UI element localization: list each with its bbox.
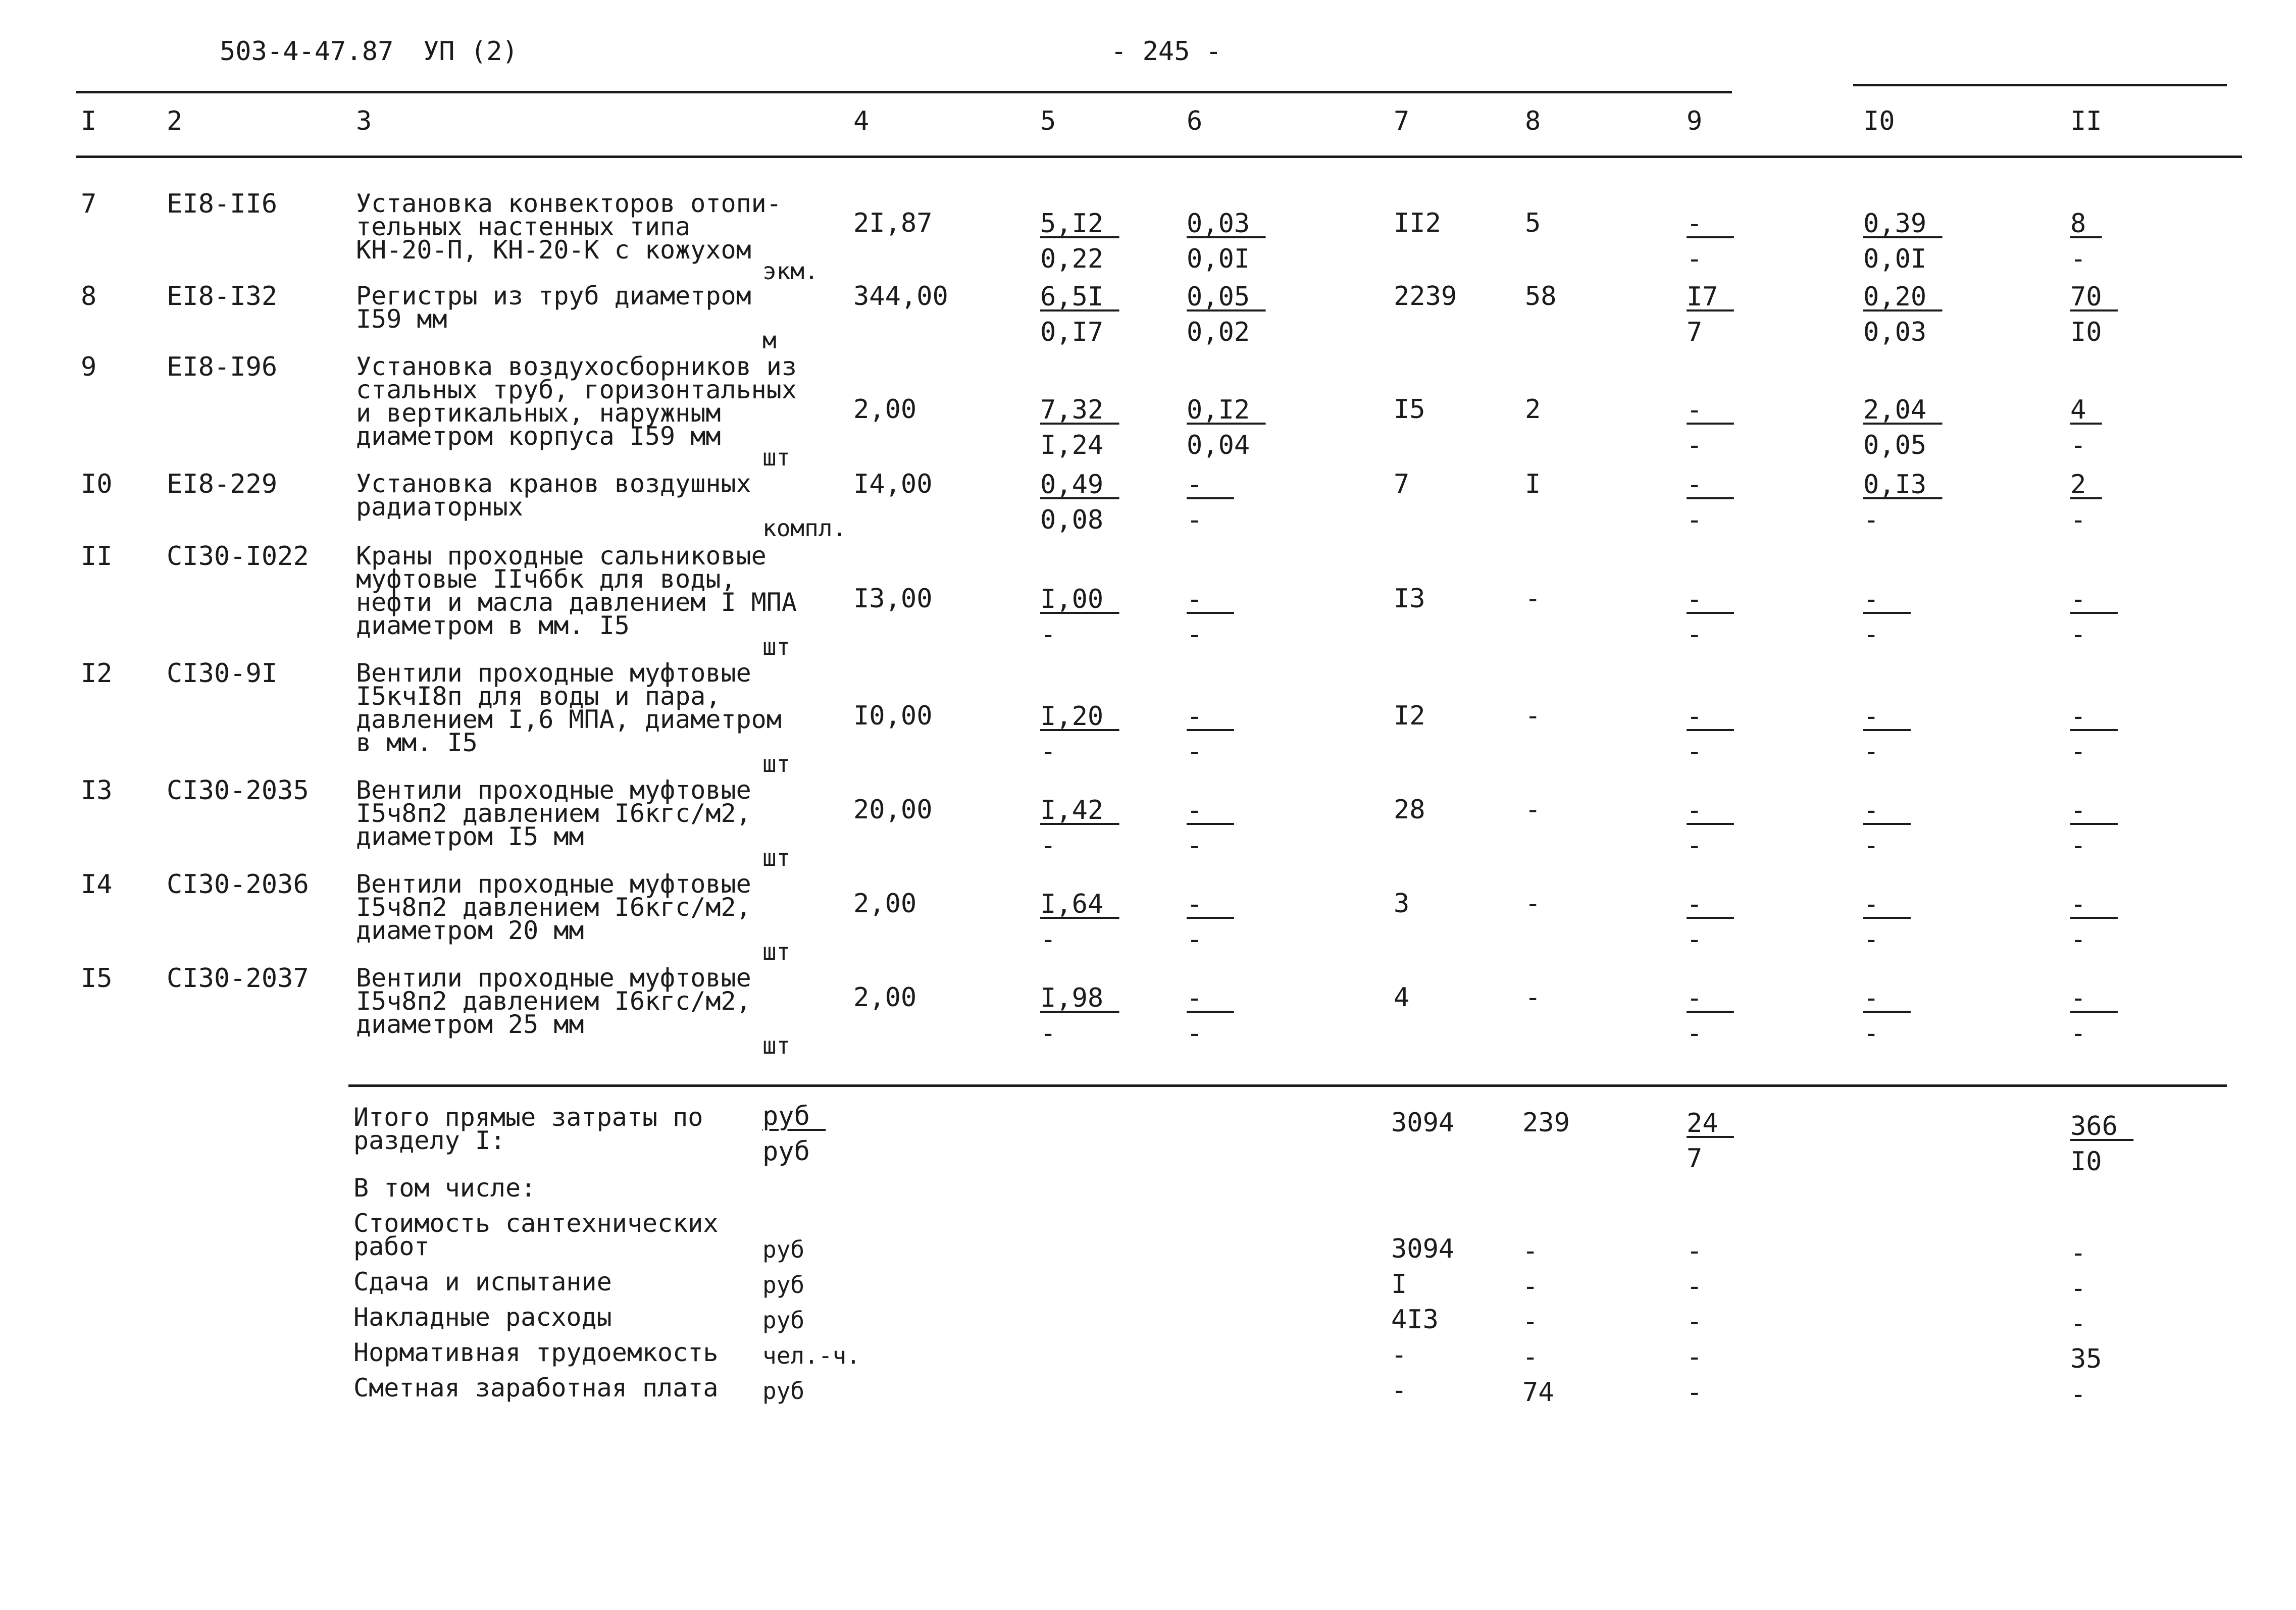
- row-col9-numerator: -: [1687, 470, 1734, 500]
- row-col8: 2: [1525, 394, 1541, 425]
- row-col5: [1040, 582, 1119, 652]
- row-col6-numerator: -: [1187, 889, 1234, 919]
- row-col10: [1863, 279, 1943, 350]
- column-header-2: 2: [167, 106, 183, 136]
- row-col5-numerator: I,98: [1040, 983, 1119, 1013]
- row-number: I0: [81, 469, 113, 499]
- totals-col9: [1687, 1106, 1734, 1176]
- totals-unit-numerator: руб: [762, 1101, 826, 1131]
- row-col9: [1687, 980, 1734, 1051]
- row-unit: шт: [762, 444, 791, 471]
- row-col6-denominator: -: [1187, 924, 1203, 955]
- row-code: CI30-2036: [167, 869, 309, 900]
- row-col9: [1687, 206, 1734, 277]
- row-unit: компл.: [762, 514, 847, 542]
- totals-line-label: Нормативная трудоемкость: [353, 1338, 719, 1367]
- row-col9-denominator: 7: [1687, 317, 1703, 347]
- row-col10-numerator: 2,04: [1863, 395, 1943, 425]
- document-code: 503-4-47.87: [220, 36, 394, 67]
- row-col8: I: [1525, 469, 1541, 499]
- column-header-4: 4: [853, 106, 870, 136]
- row-col5: [1040, 206, 1119, 277]
- row-col5-numerator: 0,49: [1040, 470, 1119, 500]
- totals-line-col9: -: [1687, 1307, 1703, 1337]
- row-col6-denominator: -: [1187, 505, 1203, 535]
- row-description: Регистры из труб диаметром I59 мм: [356, 281, 751, 334]
- totals-line-col11: -: [2070, 1273, 2086, 1304]
- row-col11-denominator: I0: [2070, 317, 2102, 347]
- row-col5-denominator: -: [1040, 619, 1056, 650]
- totals-col8: 239: [1522, 1108, 1570, 1138]
- totals-rule: [348, 1084, 2227, 1087]
- row-col6-numerator: -: [1187, 701, 1234, 732]
- row-col7: 7: [1394, 469, 1410, 499]
- totals-line-unit: руб: [762, 1236, 805, 1263]
- row-col7: 4: [1394, 982, 1410, 1013]
- row-quantity: I0,00: [853, 701, 933, 731]
- row-description: Установка конвекторов отопи- тельных настенных типа КН-20-П, КН-20-К с кожухом: [356, 189, 782, 265]
- row-col6-denominator: 0,02: [1187, 317, 1250, 347]
- row-col9-numerator: -: [1687, 795, 1734, 825]
- row-col10-numerator: 0,39: [1863, 209, 1943, 239]
- row-col9-denominator: -: [1687, 830, 1703, 861]
- row-col6-denominator: -: [1187, 619, 1203, 650]
- row-col9-denominator: -: [1687, 430, 1703, 460]
- row-col6: [1187, 793, 1234, 863]
- row-col5-denominator: -: [1040, 1018, 1056, 1049]
- row-col8: -: [1525, 795, 1541, 825]
- row-col10-numerator: -: [1863, 983, 1911, 1013]
- row-description: Вентили проходные муфтовые I5ч8п2 давлением I6кгс/м2, диаметром 20 мм: [356, 869, 751, 945]
- row-col6-denominator: -: [1187, 830, 1203, 861]
- row-number: I5: [81, 963, 113, 994]
- row-col8: -: [1525, 982, 1541, 1013]
- album-label: УП (2): [423, 36, 518, 67]
- row-col10-denominator: 0,0I: [1863, 244, 1927, 274]
- row-col5: [1040, 392, 1119, 463]
- row-col10: [1863, 392, 1943, 463]
- totals-line-col11: 35: [2070, 1344, 2102, 1374]
- totals-col7: 3094: [1391, 1108, 1455, 1138]
- row-col11-numerator: -: [2070, 983, 2118, 1013]
- page-number: - 245 -: [1111, 36, 1222, 67]
- row-col11-numerator: -: [2070, 701, 2118, 732]
- row-col10-denominator: -: [1863, 1018, 1879, 1049]
- row-col6-numerator: 0,I2: [1187, 395, 1266, 425]
- row-quantity: 20,00: [853, 795, 933, 825]
- totals-line-label: Сдача и испытание: [353, 1267, 612, 1296]
- row-unit: шт: [762, 1032, 791, 1059]
- row-col10: [1863, 980, 1911, 1051]
- totals-line-col9: -: [1687, 1342, 1703, 1372]
- totals-line-col8: -: [1522, 1342, 1539, 1372]
- totals-col9-denominator: 7: [1687, 1144, 1703, 1174]
- row-col9-numerator: -: [1687, 395, 1734, 425]
- row-col9-numerator: -: [1687, 209, 1734, 239]
- row-col10-numerator: -: [1863, 584, 1911, 614]
- row-col6: [1187, 887, 1234, 957]
- totals-line-col11: -: [2070, 1238, 2086, 1268]
- row-col10-denominator: -: [1863, 830, 1879, 861]
- header-top-rule-right: [1853, 84, 2227, 86]
- row-code: CI30-2035: [167, 775, 309, 806]
- row-number: 8: [81, 281, 97, 311]
- row-col6: [1187, 206, 1266, 277]
- row-col7: I3: [1394, 584, 1425, 614]
- row-col7: 3: [1394, 889, 1410, 919]
- row-col8: -: [1525, 889, 1541, 919]
- totals-line-unit: руб: [762, 1377, 805, 1405]
- row-col11-numerator: -: [2070, 584, 2118, 614]
- totals-line-col7: 4I3: [1391, 1305, 1439, 1335]
- row-col11-denominator: -: [2070, 430, 2086, 460]
- row-col6: [1187, 582, 1234, 652]
- row-col9-numerator: -: [1687, 584, 1734, 614]
- row-col11-denominator: -: [2070, 505, 2086, 535]
- row-unit: шт: [762, 938, 791, 965]
- row-col11: [2070, 206, 2102, 277]
- row-col5-numerator: I,20: [1040, 701, 1119, 732]
- row-col9: [1687, 887, 1734, 957]
- row-code: EI8-I96: [167, 352, 278, 382]
- row-unit: м: [762, 327, 777, 354]
- row-col7: 2239: [1394, 281, 1457, 311]
- row-col9-numerator: -: [1687, 983, 1734, 1013]
- row-col5: [1040, 887, 1119, 957]
- row-col10-numerator: -: [1863, 889, 1911, 919]
- row-col5-denominator: -: [1040, 924, 1056, 955]
- row-col5-numerator: 6,5I: [1040, 282, 1119, 312]
- row-number: I4: [81, 869, 113, 900]
- column-header-5: 5: [1040, 106, 1056, 136]
- row-unit: экм.: [762, 257, 819, 285]
- row-col9-denominator: -: [1687, 244, 1703, 274]
- row-col7: I5: [1394, 394, 1425, 425]
- row-col10-denominator: -: [1863, 619, 1879, 650]
- row-description: Вентили проходные муфтовые I5ч8п2 давлением I6кгс/м2, диаметром I5 мм: [356, 775, 751, 851]
- row-col9: [1687, 392, 1734, 463]
- row-col5-numerator: I,64: [1040, 889, 1119, 919]
- totals-line-label: Сметная заработная плата: [353, 1373, 719, 1403]
- row-col6: [1187, 392, 1266, 463]
- row-unit: шт: [762, 750, 791, 777]
- row-col7: I2: [1394, 701, 1425, 731]
- totals-line-col7: -: [1391, 1375, 1407, 1406]
- row-col5-denominator: 0,08: [1040, 505, 1104, 535]
- row-col9: [1687, 279, 1734, 350]
- totals-line-unit: руб: [762, 1307, 805, 1334]
- totals-line-col8: -: [1522, 1271, 1539, 1302]
- totals-line-col7: I: [1391, 1269, 1407, 1300]
- row-col8: -: [1525, 701, 1541, 731]
- totals-line-col7: 3094: [1391, 1234, 1455, 1264]
- row-col9-numerator: -: [1687, 889, 1734, 919]
- row-number: I2: [81, 658, 113, 689]
- header-bottom-rule: [76, 155, 2242, 158]
- row-description: Установка кранов воздушных радиаторных: [356, 469, 751, 522]
- row-col9: [1687, 793, 1734, 863]
- row-col10-denominator: 0,05: [1863, 430, 1927, 460]
- totals-line-col8: -: [1522, 1236, 1539, 1266]
- row-col5: [1040, 279, 1119, 350]
- totals-line-label: Стоимость сантехнических работ: [353, 1209, 719, 1261]
- totals-including-label: В том числе:: [353, 1173, 536, 1203]
- row-col11: [2070, 279, 2118, 350]
- row-col9-denominator: -: [1687, 1018, 1703, 1049]
- row-col11: [2070, 467, 2102, 538]
- row-unit: шт: [762, 633, 791, 660]
- row-col5-denominator: -: [1040, 737, 1056, 767]
- totals-col9-numerator: 24: [1687, 1108, 1734, 1138]
- row-col6-numerator: 0,05: [1187, 282, 1266, 312]
- row-col6-denominator: -: [1187, 737, 1203, 767]
- row-col5-numerator: 7,32: [1040, 395, 1119, 425]
- row-col11: [2070, 980, 2118, 1051]
- row-col10: [1863, 582, 1911, 652]
- column-header-9: 9: [1687, 106, 1703, 136]
- row-quantity: 2I,87: [853, 208, 933, 238]
- row-col11-numerator: 4: [2070, 395, 2102, 425]
- row-description: Установка воздухосборников из стальных труб, горизонтальных и вертикальных, наружным диаметром корпуса I59 мм: [356, 352, 797, 451]
- row-col11-denominator: -: [2070, 830, 2086, 861]
- totals-line-col7: -: [1391, 1340, 1407, 1370]
- row-quantity: 2,00: [853, 982, 917, 1013]
- totals-line-col9: -: [1687, 1377, 1703, 1408]
- row-col9-denominator: -: [1687, 737, 1703, 767]
- row-col6: [1187, 467, 1234, 538]
- row-col10-denominator: -: [1863, 505, 1879, 535]
- row-quantity: 344,00: [853, 281, 948, 311]
- row-col5-numerator: I,42: [1040, 795, 1119, 825]
- row-col11: [2070, 793, 2118, 863]
- row-col11-numerator: 2: [2070, 470, 2102, 500]
- row-code: CI30-2037: [167, 963, 309, 994]
- row-col11-numerator: 70: [2070, 282, 2118, 312]
- row-col9: [1687, 467, 1734, 538]
- row-col10-numerator: -: [1863, 795, 1911, 825]
- row-col11-denominator: -: [2070, 1018, 2086, 1049]
- row-quantity: I3,00: [853, 584, 933, 614]
- column-header-7: 7: [1394, 106, 1410, 136]
- row-description: Краны проходные сальниковые муфтовые IIч6бк для воды, нефти и масла давлением I МПА диаметром в мм. I5: [356, 541, 797, 640]
- row-col6: [1187, 279, 1266, 350]
- totals-line-col11: -: [2070, 1309, 2086, 1339]
- row-col6-denominator: -: [1187, 1018, 1203, 1049]
- row-col6-denominator: 0,0I: [1187, 244, 1250, 274]
- totals-line-unit: чел.-ч.: [762, 1342, 860, 1369]
- totals-line-unit: руб: [762, 1271, 805, 1299]
- row-col10-numerator: 0,20: [1863, 282, 1943, 312]
- column-header-6: 6: [1187, 106, 1203, 136]
- row-col8: -: [1525, 584, 1541, 614]
- row-col10: [1863, 699, 1911, 769]
- row-col9-denominator: -: [1687, 924, 1703, 955]
- row-code: CI30-9I: [167, 658, 278, 689]
- row-number: 9: [81, 352, 97, 382]
- row-col6-numerator: -: [1187, 470, 1234, 500]
- totals-label: Итого прямые затраты по разделу I:: [353, 1103, 703, 1155]
- totals-unit: [762, 1099, 826, 1169]
- row-col10: [1863, 206, 1943, 277]
- row-col6-denominator: 0,04: [1187, 430, 1250, 460]
- row-col5-denominator: -: [1040, 830, 1056, 861]
- totals-line-col8: 74: [1522, 1377, 1554, 1408]
- row-col7: 28: [1394, 795, 1425, 825]
- totals-line-col8: -: [1522, 1307, 1539, 1337]
- row-description: Вентили проходные муфтовые I5кчI8п для воды и пара, давлением I,6 МПА, диаметром в мм. I5: [356, 658, 782, 757]
- totals-col11-numerator: 366: [2070, 1111, 2134, 1141]
- row-col5: [1040, 793, 1119, 863]
- row-code: CI30-I022: [167, 541, 309, 572]
- row-col8: 5: [1525, 208, 1541, 238]
- row-quantity: 2,00: [853, 394, 917, 425]
- row-col6: [1187, 699, 1234, 769]
- totals-line-label: Накладные расходы: [353, 1303, 612, 1332]
- row-col9-numerator: -: [1687, 701, 1734, 732]
- column-header-11: II: [2070, 106, 2102, 136]
- row-col9-denominator: -: [1687, 619, 1703, 650]
- row-col6-numerator: -: [1187, 584, 1234, 614]
- row-col6: [1187, 980, 1234, 1051]
- row-col11-numerator: -: [2070, 795, 2118, 825]
- row-number: I3: [81, 775, 113, 806]
- row-code: EI8-I32: [167, 281, 278, 311]
- totals-line-col11: -: [2070, 1379, 2086, 1410]
- row-col9: [1687, 699, 1734, 769]
- row-col9-numerator: I7: [1687, 282, 1734, 312]
- totals-unit-denominator: руб: [762, 1136, 810, 1167]
- row-col8: 58: [1525, 281, 1557, 311]
- row-col7: II2: [1394, 208, 1441, 238]
- row-col10: [1863, 887, 1911, 957]
- row-col11: [2070, 699, 2118, 769]
- row-col6-numerator: -: [1187, 795, 1234, 825]
- row-col5: [1040, 467, 1119, 538]
- row-unit: шт: [762, 844, 791, 871]
- column-header-10: I0: [1863, 106, 1895, 136]
- row-quantity: 2,00: [853, 889, 917, 919]
- row-col6-numerator: -: [1187, 983, 1234, 1013]
- row-col9: [1687, 582, 1734, 652]
- row-col5-numerator: I,00: [1040, 584, 1119, 614]
- header-top-rule: [76, 91, 1732, 93]
- totals-line-col9: -: [1687, 1271, 1703, 1302]
- row-col11-numerator: 8: [2070, 209, 2102, 239]
- row-col5-denominator: 0,22: [1040, 244, 1104, 274]
- row-col11: [2070, 582, 2118, 652]
- row-col11-numerator: -: [2070, 889, 2118, 919]
- row-col10-denominator: 0,03: [1863, 317, 1927, 347]
- column-header-8: 8: [1525, 106, 1541, 136]
- row-col9-denominator: -: [1687, 505, 1703, 535]
- row-col11: [2070, 887, 2118, 957]
- row-col5-denominator: I,24: [1040, 430, 1104, 460]
- row-col5-denominator: 0,I7: [1040, 317, 1104, 347]
- row-col11-denominator: -: [2070, 244, 2086, 274]
- row-col11-denominator: -: [2070, 619, 2086, 650]
- row-col10-denominator: -: [1863, 924, 1879, 955]
- row-col11-denominator: -: [2070, 924, 2086, 955]
- row-col6-numerator: 0,03: [1187, 209, 1266, 239]
- row-col5-numerator: 5,I2: [1040, 209, 1119, 239]
- row-quantity: I4,00: [853, 469, 933, 499]
- row-col10-numerator: 0,I3: [1863, 470, 1943, 500]
- totals-line-col9: -: [1687, 1236, 1703, 1266]
- totals-col11: [2070, 1109, 2133, 1179]
- row-col10: [1863, 793, 1911, 863]
- row-col11-denominator: -: [2070, 737, 2086, 767]
- row-col11: [2070, 392, 2102, 463]
- row-col5: [1040, 699, 1119, 769]
- row-number: 7: [81, 189, 97, 219]
- column-header-3: 3: [356, 106, 372, 136]
- row-col10-numerator: -: [1863, 701, 1911, 732]
- row-number: II: [81, 541, 113, 572]
- row-code: EI8-229: [167, 469, 278, 499]
- totals-col11-denominator: I0: [2070, 1147, 2102, 1177]
- row-col10-denominator: -: [1863, 737, 1879, 767]
- row-code: EI8-II6: [167, 189, 278, 219]
- row-description: Вентили проходные муфтовые I5ч8п2 давлением I6кгс/м2, диаметром 25 мм: [356, 963, 751, 1039]
- row-col10: [1863, 467, 1943, 538]
- column-header-1: I: [81, 106, 97, 136]
- row-col5: [1040, 980, 1119, 1051]
